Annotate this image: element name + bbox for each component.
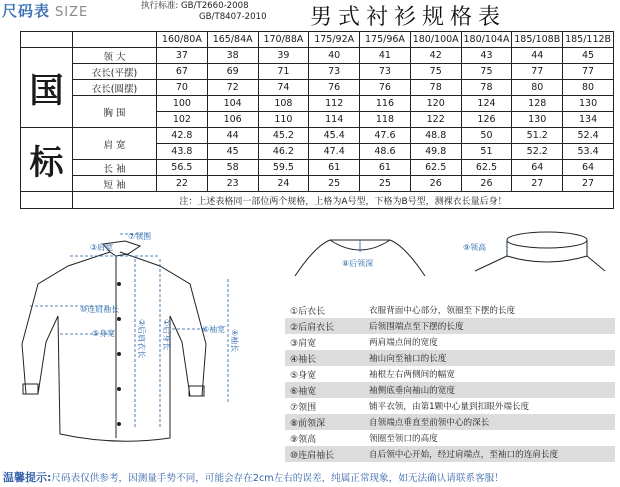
label-front-length-vert: [162, 319, 172, 350]
legend-label: ⑧前领深: [290, 419, 326, 429]
shirt-outline: [22, 252, 206, 441]
table-cell: 42.8: [157, 128, 208, 144]
size-table: [20, 31, 614, 209]
table-cell: 27: [512, 176, 563, 192]
legend-label: ⑦领围: [290, 403, 317, 413]
table-cell: 78: [410, 80, 461, 96]
label-sleeve: ④袖长: [230, 329, 239, 353]
table-cell: 41: [360, 48, 411, 64]
table-cell: 51.2: [512, 128, 563, 144]
row-label: 长 袖: [73, 160, 157, 176]
table-cell: 26: [461, 176, 512, 192]
table-row: [21, 80, 614, 96]
legend-row: [285, 302, 615, 318]
table-cell: 27: [563, 176, 614, 192]
legend-row: [285, 414, 615, 430]
side-label: 标: [21, 128, 73, 192]
corner-cell: [73, 32, 157, 48]
table-cell: 74: [258, 80, 309, 96]
table-cell: 72: [207, 80, 258, 96]
table-cell: 45.4: [309, 128, 360, 144]
table-cell: 51: [461, 144, 512, 160]
legend-row: [285, 398, 615, 414]
legend-desc: 铺平衣领，由第1颗中心量到扣眼外端长度: [369, 402, 530, 412]
table-cell: 64: [563, 160, 614, 176]
table-cell: 122: [410, 112, 461, 128]
label-back-length-vert: [137, 319, 147, 358]
row-label: 短 袖: [73, 176, 157, 192]
table-cell: 77: [563, 64, 614, 80]
legend-desc: 袖侧底垂向袖山的宽度: [369, 386, 455, 396]
table-cell: 23: [207, 176, 258, 192]
table-cell: 102: [157, 112, 208, 128]
table-row: [21, 160, 614, 176]
table-cell: 61: [360, 160, 411, 176]
table-cell: 44: [207, 128, 258, 144]
logo: [2, 0, 88, 21]
table-cell: 56.5: [157, 160, 208, 176]
label-sleeve-vert: [230, 329, 240, 352]
table-cell: 38: [207, 48, 258, 64]
table-cell: 130: [512, 112, 563, 128]
standard-label: 执行标准:: [141, 1, 179, 11]
table-cell: 45: [207, 144, 258, 160]
table-cell: 24: [258, 176, 309, 192]
legend-row: [285, 366, 615, 382]
page-title: 男式衬衫规格表: [310, 5, 507, 30]
table-cell: 52.2: [512, 144, 563, 160]
legend-row: [285, 318, 615, 334]
table-cell: 52.4: [563, 128, 614, 144]
table-cell: 124: [461, 96, 512, 112]
standard-2: GB/T8407-2010: [199, 12, 267, 22]
legend-label: ⑨领高: [290, 435, 317, 445]
table-cell: 71: [258, 64, 309, 80]
table-cell: 128: [512, 96, 563, 112]
size-header: 185/108B: [512, 32, 563, 48]
table-cell: 58: [207, 160, 258, 176]
table-cell: 134: [563, 112, 614, 128]
label-back-sleeve: ⑩连肩袖长: [80, 305, 120, 314]
table-cell: 76: [360, 80, 411, 96]
legend-desc: 自后领中心开始，经过肩端点，至袖口的连肩长度: [369, 450, 559, 460]
note-spacer: [21, 192, 73, 209]
collar-height-diagram: [455, 226, 615, 286]
table-cell: 70: [157, 80, 208, 96]
label-collar: ⑦领围: [128, 232, 152, 241]
table-cell: 43.8: [157, 144, 208, 160]
row-label: 肩 宽: [73, 128, 157, 160]
table-cell: 75: [410, 64, 461, 80]
legend-label: ⑩连肩袖长: [290, 451, 335, 461]
legend-desc: 自领端点垂直至前领中心的深长: [369, 418, 490, 428]
table-cell: 116: [360, 96, 411, 112]
tip-footer: [3, 469, 504, 485]
table-cell: 39: [258, 48, 309, 64]
legend-desc: 衣服背面中心部分，领圈至下摆的长度: [369, 306, 516, 316]
table-cell: 78: [461, 80, 512, 96]
size-header: 180/104A: [461, 32, 512, 48]
table-cell: 100: [157, 96, 208, 112]
table-cell: 25: [309, 176, 360, 192]
label-cuff: ⑥袖宽: [202, 325, 226, 334]
legend-row: [285, 430, 615, 446]
note-row: [21, 192, 614, 209]
standard-1: GB/T2660-2008: [181, 1, 249, 11]
tip-head: 温馨提示:: [3, 471, 52, 484]
label-front-length: ①后身长: [162, 319, 171, 351]
header: [0, 0, 620, 28]
legend-label: ⑥袖宽: [290, 387, 317, 397]
row-label: 衣长(圆摆): [73, 80, 157, 96]
table-cell: 42: [410, 48, 461, 64]
legend-row: [285, 350, 615, 366]
legend-desc: 领圈至领口的高度: [369, 434, 438, 444]
table-row: [21, 64, 614, 80]
measurement-legend: [285, 302, 615, 462]
logo-text: 尺码表: [2, 2, 51, 20]
table-cell: 75: [461, 64, 512, 80]
table-cell: 48.6: [360, 144, 411, 160]
collar-diagram: [285, 226, 435, 288]
table-cell: 47.4: [309, 144, 360, 160]
legend-label: ①后衣长: [290, 307, 326, 317]
table-cell: 45.2: [258, 128, 309, 144]
row-label: 衣长(平摆): [73, 64, 157, 80]
legend-label: ④袖长: [290, 355, 317, 365]
table-cell: 43: [461, 48, 512, 64]
size-header: 170/88A: [258, 32, 309, 48]
size-header: 185/112B: [563, 32, 614, 48]
row-label: 领 大: [73, 48, 157, 64]
table-cell: 61: [309, 160, 360, 176]
label-chest: ⑤身宽: [92, 329, 116, 338]
legend-desc: 袖根左右两侧间的幅宽: [369, 370, 455, 380]
label-shoulder-width: ③肩宽: [90, 243, 114, 252]
table-cell: 69: [207, 64, 258, 80]
table-cell: 50: [461, 128, 512, 144]
table-cell: 112: [309, 96, 360, 112]
size-header: 175/92A: [309, 32, 360, 48]
label-collar-height: ⑨领高: [463, 243, 487, 252]
table-cell: 49.8: [410, 144, 461, 160]
table-cell: 120: [410, 96, 461, 112]
legend-desc: 后领围端点至下摆的长度: [369, 322, 464, 332]
size-header: 180/100A: [410, 32, 461, 48]
table-cell: 114: [309, 112, 360, 128]
table-cell: 62.5: [461, 160, 512, 176]
tip-text: 尺码表仅供参考，因测量手势不同，可能会存在2cm左右的误差，纯属正常现象，如无法确认请联系客服！: [51, 473, 504, 484]
corner-cell: [21, 32, 73, 48]
table-cell: 104: [207, 96, 258, 112]
legend-row: [285, 334, 615, 350]
table-cell: 77: [512, 64, 563, 80]
table-cell: 108: [258, 96, 309, 112]
table-cell: 118: [360, 112, 411, 128]
table-cell: 110: [258, 112, 309, 128]
size-header: 160/80A: [157, 32, 208, 48]
table-cell: 80: [512, 80, 563, 96]
table-row: [21, 48, 614, 64]
table-row: [21, 176, 614, 192]
table-row: [21, 96, 614, 112]
side-label: 国: [21, 48, 73, 128]
table-note: 注：上述表格同一部位两个规格，上格为A号型，下格为B号型，测裸衣长量后身！: [73, 192, 614, 209]
table-cell: 76: [309, 80, 360, 96]
table-cell: 40: [309, 48, 360, 64]
table-cell: 48.8: [410, 128, 461, 144]
legend-desc: 两肩端点间的宽度: [369, 338, 438, 348]
table-cell: 126: [461, 112, 512, 128]
size-header: 165/84A: [207, 32, 258, 48]
table-cell: 22: [157, 176, 208, 192]
table-cell: 130: [563, 96, 614, 112]
table-cell: 80: [563, 80, 614, 96]
table-row: [21, 128, 614, 144]
table-cell: 26: [410, 176, 461, 192]
table-cell: 45: [563, 48, 614, 64]
table-cell: 73: [360, 64, 411, 80]
table-cell: 64: [512, 160, 563, 176]
logo-sub: SIZE: [55, 5, 89, 20]
label-back-length: ②后肩衣长: [137, 319, 146, 359]
table-cell: 106: [207, 112, 258, 128]
label-back-neck: ⑧后领深: [342, 259, 374, 268]
legend-desc: 袖山向至袖口的长度: [369, 354, 447, 364]
table-cell: 62.5: [410, 160, 461, 176]
table-cell: 47.6: [360, 128, 411, 144]
table-cell: 37: [157, 48, 208, 64]
table-cell: 46.2: [258, 144, 309, 160]
standard-block: [141, 1, 267, 23]
shirt-diagram: [0, 224, 290, 460]
table-cell: 25: [360, 176, 411, 192]
row-label: 胸 围: [73, 96, 157, 128]
table-cell: 44: [512, 48, 563, 64]
table-cell: 67: [157, 64, 208, 80]
legend-label: ②后肩衣长: [290, 323, 335, 333]
table-cell: 73: [309, 64, 360, 80]
legend-row: [285, 382, 615, 398]
table-cell: 59.5: [258, 160, 309, 176]
header-row: [21, 32, 614, 48]
legend-label: ③肩宽: [290, 339, 317, 349]
legend-row: [285, 446, 615, 462]
legend-label: ⑤身宽: [290, 371, 317, 381]
table-cell: 53.4: [563, 144, 614, 160]
size-header: 175/96A: [360, 32, 411, 48]
